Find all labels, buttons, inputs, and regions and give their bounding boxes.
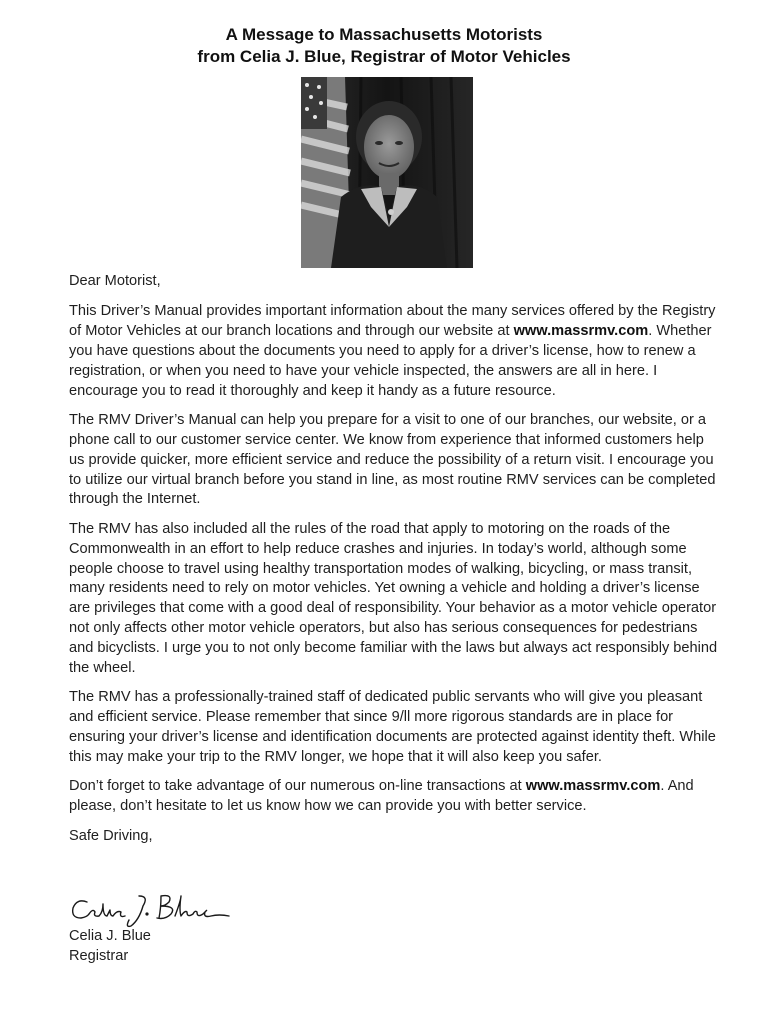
paragraph-1 [69, 302, 721, 402]
paragraph-1-text-b: . Whether you have questions about the documents you need to apply for a driver’s license, how to renew a registration, or when you need to have your vehicle inspected, the answers are all in here. I encourage you to read it thoroughly and keep it handy as a future resource. [69, 322, 712, 399]
signer-block [69, 927, 151, 967]
portrait-photo [301, 77, 473, 268]
paragraph-1-text-a: This Driver’s Manual provides important information about the many services offered by the Registry of Motor Vehicles at our branch locations and through our website at [69, 302, 716, 339]
letter-title [0, 24, 768, 68]
paragraph-5 [69, 777, 721, 817]
paragraph-2: The RMV Driver’s Manual can help you prepare for a visit to one of our branches, our website, or a phone call to our customer service center. We know from experience that informed customers help us provide quicker, more efficient service and reduce the possibility of a return visit. I encourage you to utilize our virtual branch before you stand in line, as most routine RMV services can be completed through the Internet. [69, 411, 716, 508]
title-line-1: A Message to Massachusetts Motorists [225, 25, 543, 44]
paragraph-5-text-b: . And please, don’t hesitate to let us know how we can provide you with better service. [69, 778, 694, 815]
handwritten-signature [69, 890, 249, 930]
paragraph-3: The RMV has also included all the rules of the road that apply to motoring on the roads of the Commonwealth in an effort to help reduce crashes and injuries. In today’s world, although some people choose to travel using healthy transportation modes of walking, bicycling, or mass transit, many residents need to rely on motor vehicles. Yet owning a vehicle and holding a driver’s license are privileges that come with a good deal of responsibility. Your behavior as a motor vehicle operator not only affects other motor vehicle operators, but also has serious consequences for pedestrians and bicyclists. I urge you to not only become familiar with the laws but always act responsibly behind the wheel. [69, 520, 718, 677]
closing: Safe Driving, [69, 827, 153, 844]
salutation: Dear Motorist, [69, 273, 161, 289]
website-link[interactable]: www.massrmv.com [513, 322, 649, 339]
title-line-2: from Celia J. Blue, Registrar of Motor Vehicles [197, 47, 571, 66]
website-link-2[interactable]: www.massrmv.com [525, 778, 661, 795]
letter-body [69, 272, 721, 856]
signer-name: Celia J. Blue [69, 928, 151, 944]
paragraph-4: The RMV has a professionally-trained staff of dedicated public servants who will give you pleasant and efficient service. Please remember that since 9/ll more rigorous standards are in place for ensuring your driver’s license and identification documents are protected against identity theft. While this may make your trip to the RMV longer, we hope that it will also keep you safer. [69, 689, 716, 766]
signer-title: Registrar [69, 947, 129, 964]
paragraph-5-text-a: Don’t forget to take advantage of our numerous on-line transactions at [69, 778, 526, 795]
